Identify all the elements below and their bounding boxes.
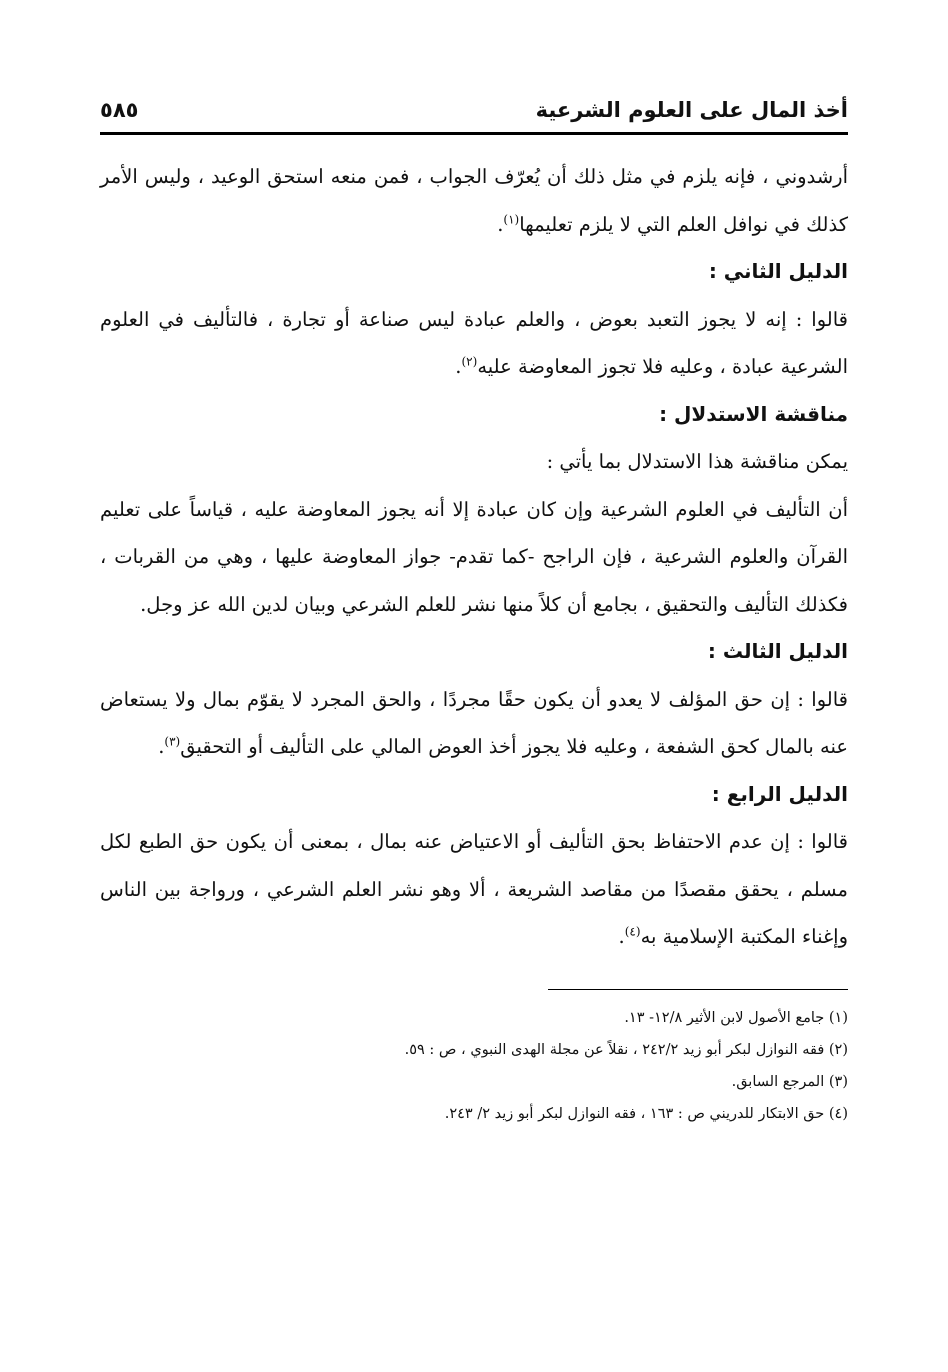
paragraph-2: قالوا : إنه لا يجوز التعبد بعوض ، والعلم عبادة ليس صناعة أو تجارة ، فالتأليف في العلوم الشرعية عبادة ، وعليه فلا تجوز المعاوضة عليه$^{(٢)}$. (100, 307, 848, 378)
heading-fourth-evidence: الدليل الرابع : (711, 781, 848, 806)
page-number: ٥٨٥ (100, 98, 139, 122)
footnote-ref-3[interactable]: (٣) (164, 734, 181, 749)
footnote-2: (٢) فقه النوازل لبكر أبو زيد ٢٤٢/٢ ، نقلاً عن مجلة الهدى النبوي ، ص : ٥٩. (404, 1041, 848, 1058)
header-title: أخذ المال على العلوم الشرعية (535, 98, 848, 122)
footnote-ref-1[interactable]: (١) (503, 212, 520, 226)
running-header (100, 80, 848, 135)
footnote-ref-4[interactable]: (٤) (624, 924, 641, 939)
footnote-3: (٣) المرجع السابق. (731, 1073, 848, 1090)
heading-discussion: مناقشة الاستدلال : (659, 401, 848, 426)
main-text (100, 153, 848, 961)
heading-second-evidence: الدليل الثاني : (708, 259, 848, 283)
paragraph-5: قالوا : إن حق المؤلف لا يعدو أن يكون حقًا مجردًا ، والحق المجرد لا يقوّم بمال ولا يستعاض عنه بالمال كحق الشفعة ، وعليه فلا يجوز أخذ العوض المالي على التأليف أو التحقيق$^{(٣)}$. (100, 687, 848, 758)
footnote-ref-2[interactable]: (٢) (461, 354, 478, 369)
book-page (100, 80, 848, 1130)
footnote-1: (١) جامع الأصول لابن الأثير ١٢/٨- ١٣. (624, 1009, 848, 1026)
footnotes (100, 1002, 848, 1130)
footnote-divider (548, 989, 848, 990)
paragraph-6: قالوا : إن عدم الاحتفاظ بحق التأليف أو الاعتياض عنه بمال ، بمعنى أن يكون حق الطبع لكل مسلم ، يحقق مقصدًا من مقاصد الشريعة ، ألا وهو نشر العلم الشرعي ، ورواجة بين الناس وإغناء المكتبة الإسلامية به$^{(٤)}$. (100, 830, 848, 948)
paragraph-1: أرشدوني ، فإنه يلزم في مثل ذلك أن يُعرّف الجواب ، فمن منعه استحق الوعيد ، وليس الأمر كذلك في نوافل العلم التي لا يلزم تعليمها$^{(١)}$. (100, 165, 848, 236)
footnote-4: (٤) حق الابتكار للدريني ص : ١٦٣ ، فقه النوازل لبكر أبو زيد ٢/ ٢٤٣. (444, 1105, 848, 1122)
paragraph-4: أن التأليف في العلوم الشرعية وإن كان عبادة إلا أنه يجوز المعاوضة عليه ، قياساً على تعليم القرآن والعلوم الشرعية ، فإن الراجح -كما تقدم- جواز المعاوضة عليها ، وهي من القربات ، فكذلك التأليف والتحقيق ، بجامع أن كلاً منها نشر للعلم الشرعي وبيان لدين الله عز وجل. (100, 497, 848, 616)
heading-third-evidence: الدليل الثالث : (707, 639, 848, 663)
paragraph-3: يمكن مناقشة هذا الاستدلال بما يأتي : (546, 450, 848, 473)
